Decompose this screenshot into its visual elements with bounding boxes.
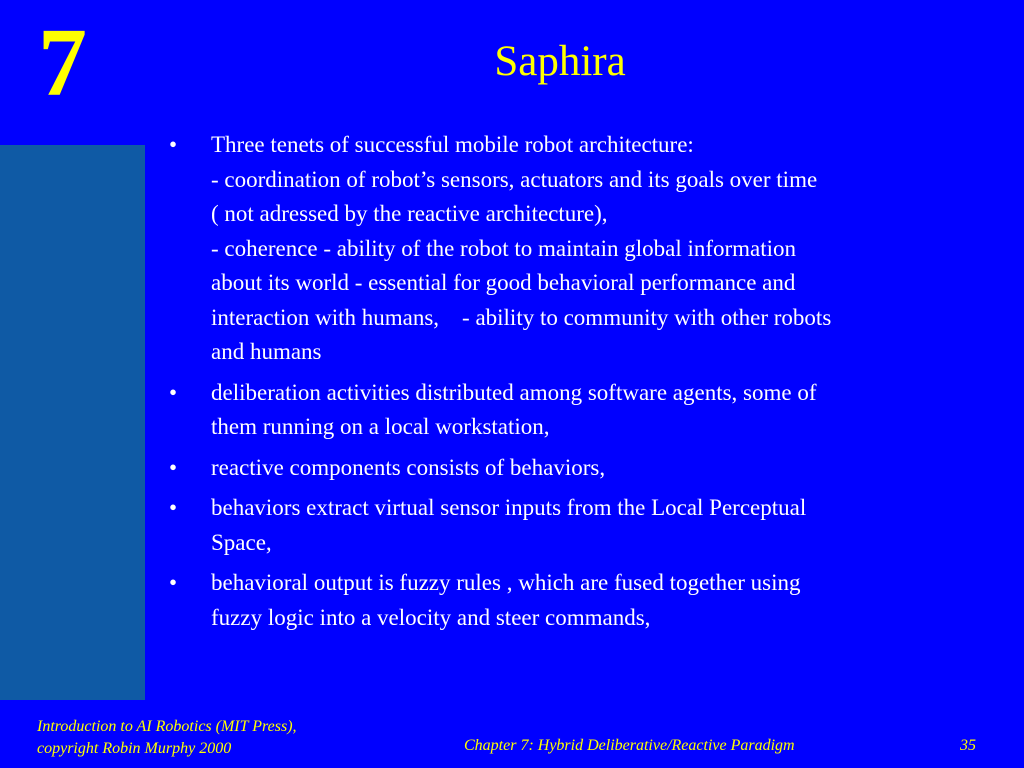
bullet-line: Space,	[211, 529, 272, 555]
bullet-marker: •	[169, 454, 178, 480]
bullet-list	[165, 128, 995, 641]
bullet-line: ( not adressed by the reactive architecture),	[211, 201, 608, 226]
bullet-line: them running on a local workstation,	[211, 414, 550, 439]
bullet-marker: •	[169, 379, 178, 405]
bullet-line: behavioral output is fuzzy rules , which are fused together using	[211, 570, 801, 595]
bullet-line: about its world - essential for good behavioral performance and	[211, 270, 796, 295]
bullet-line: Three tenets of successful mobile robot architecture:	[211, 132, 694, 157]
page-number: 35	[960, 737, 976, 754]
bullet-line: reactive components consists of behaviors,	[211, 454, 606, 480]
footer-credit	[37, 716, 297, 760]
chapter-number: 7	[38, 9, 87, 117]
slide-title: Saphira	[494, 38, 626, 85]
bullet-item	[165, 128, 995, 370]
bullet-item	[165, 376, 995, 445]
footer-credit-line: copyright Robin Murphy 2000	[37, 740, 232, 757]
side-panel	[0, 145, 145, 700]
bullet-item	[165, 566, 995, 635]
bullet-marker: •	[169, 495, 178, 520]
bullet-item	[165, 491, 995, 560]
bullet-line: behaviors extract virtual sensor inputs from the Local Perceptual	[211, 495, 807, 520]
bullet-item	[165, 451, 995, 486]
footer-credit-line: Introduction to AI Robotics (MIT Press),	[37, 718, 297, 735]
bullet-line: - coordination of robot’s sensors, actuators and its goals over time	[211, 166, 818, 192]
footer-chapter-title: Chapter 7: Hybrid Deliberative/Reactive Paradigm	[464, 737, 795, 754]
bullet-line: and humans	[211, 339, 322, 364]
bullet-line: - coherence - ability of the robot to maintain global information	[211, 235, 797, 261]
bullet-marker: •	[169, 132, 178, 157]
bullet-line: deliberation activities distributed among software agents, some of	[211, 379, 817, 405]
bullet-marker: •	[169, 570, 178, 595]
bullet-line: fuzzy logic into a velocity and steer commands,	[211, 604, 651, 630]
bullet-line: interaction with humans, - ability to community with other robots	[211, 304, 832, 330]
